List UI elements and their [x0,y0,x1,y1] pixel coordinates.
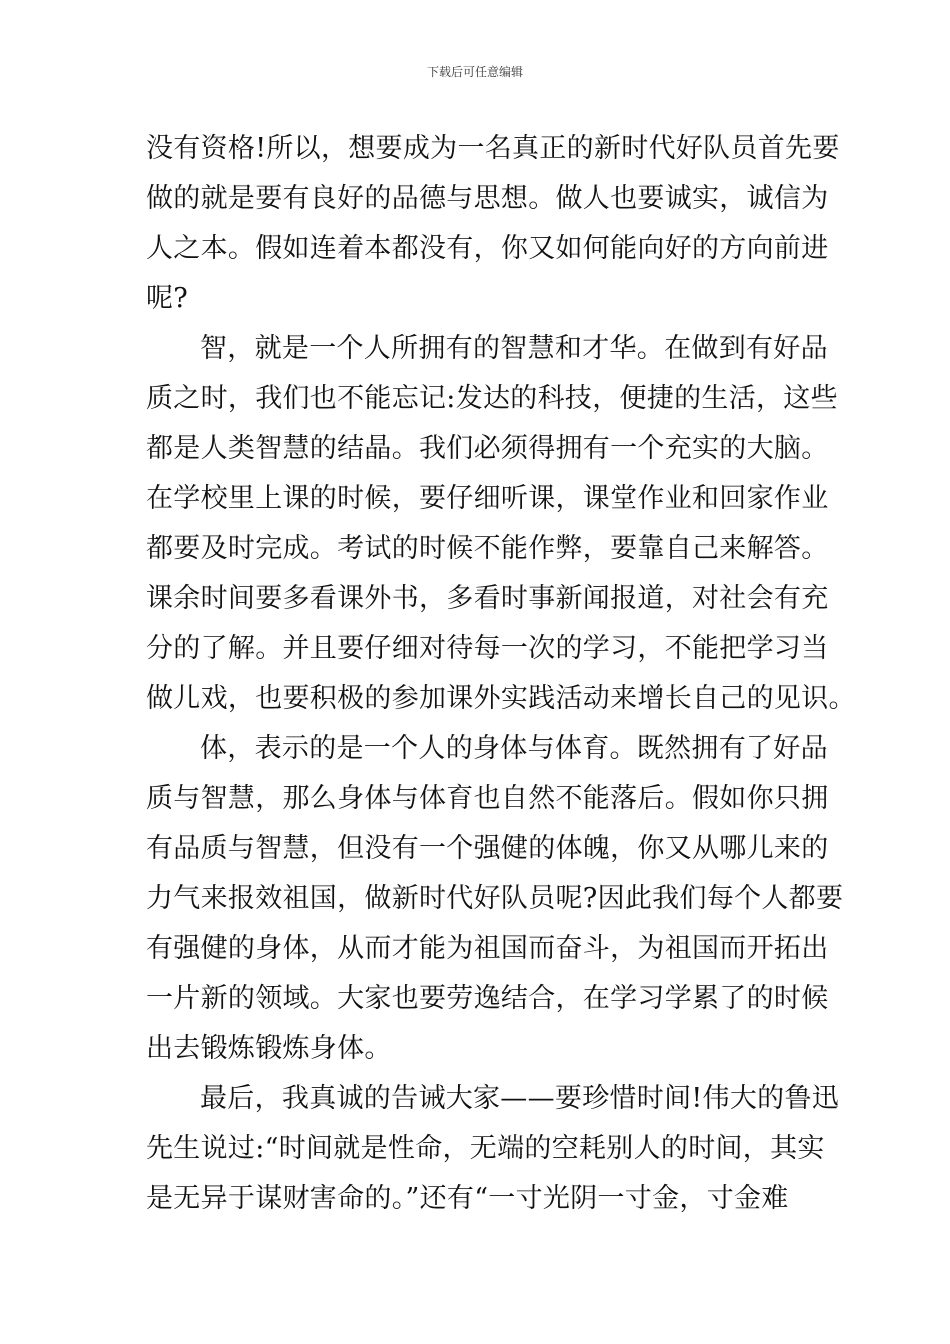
text-line: 分的了解。并且要仔细对待每一次的学习，不能把学习当 [146,633,829,664]
text-line: 没有资格!所以，想要成为一名真正的新时代好队员首先要 [146,133,840,164]
text-line: 质与智慧，那么身体与体育也自然不能落后。假如你只拥 [146,783,829,814]
paragraph [146,724,844,1074]
text-line: 做儿戏，也要积极的参加课外实践活动来增长自己的见识。 [146,683,856,714]
text-line: 有品质与智慧，但没有一个强健的体魄，你又从哪儿来的 [146,833,829,864]
document-body [146,124,856,1224]
text-line: 体，表示的是一个人的身体与体育。既然拥有了好品 [200,733,828,764]
paragraph [146,324,856,724]
text-line: 出去锻炼锻炼身体。 [146,1033,392,1064]
text-line: 有强健的身体，从而才能为祖国而奋斗，为祖国而开拓出 [146,933,829,964]
text-line: 力气来报效祖国，做新时代好队员呢?因此我们每个人都要 [146,883,844,914]
paragraph [146,124,840,324]
page-header: 下载后可任意编辑 [426,65,523,79]
text-line: 做的就是要有良好的品德与思想。做人也要诚实，诚信为 [146,183,829,214]
text-line: 是无异于谋财害命的。”还有“一寸光阴一寸金，寸金难 [146,1183,789,1214]
text-line: 都要及时完成。考试的时候不能作弊，要靠自己来解答。 [146,533,829,564]
text-line: 在学校里上课的时候，要仔细听课，课堂作业和回家作业 [146,483,829,514]
text-line: 课余时间要多看课外书，多看时事新闻报道，对社会有充 [146,583,829,614]
text-line: 一片新的领域。大家也要劳逸结合，在学习学累了的时候 [146,983,829,1014]
text-line: 先生说过:“时间就是性命，无端的空耗别人的时间，其实 [146,1133,825,1164]
text-line: 最后，我真诚的告诫大家——要珍惜时间!伟大的鲁迅 [200,1083,840,1114]
text-line: 人之本。假如连着本都没有，你又如何能向好的方向前进 [146,233,829,264]
text-line: 智，就是一个人所拥有的智慧和才华。在做到有好品 [200,333,828,364]
text-line: 都是人类智慧的结晶。我们必须得拥有一个充实的大脑。 [146,433,829,464]
text-line: 呢? [146,283,189,314]
paragraph [146,1074,840,1224]
text-line: 质之时，我们也不能忘记:发达的科技，便捷的生活，这些 [146,383,838,414]
